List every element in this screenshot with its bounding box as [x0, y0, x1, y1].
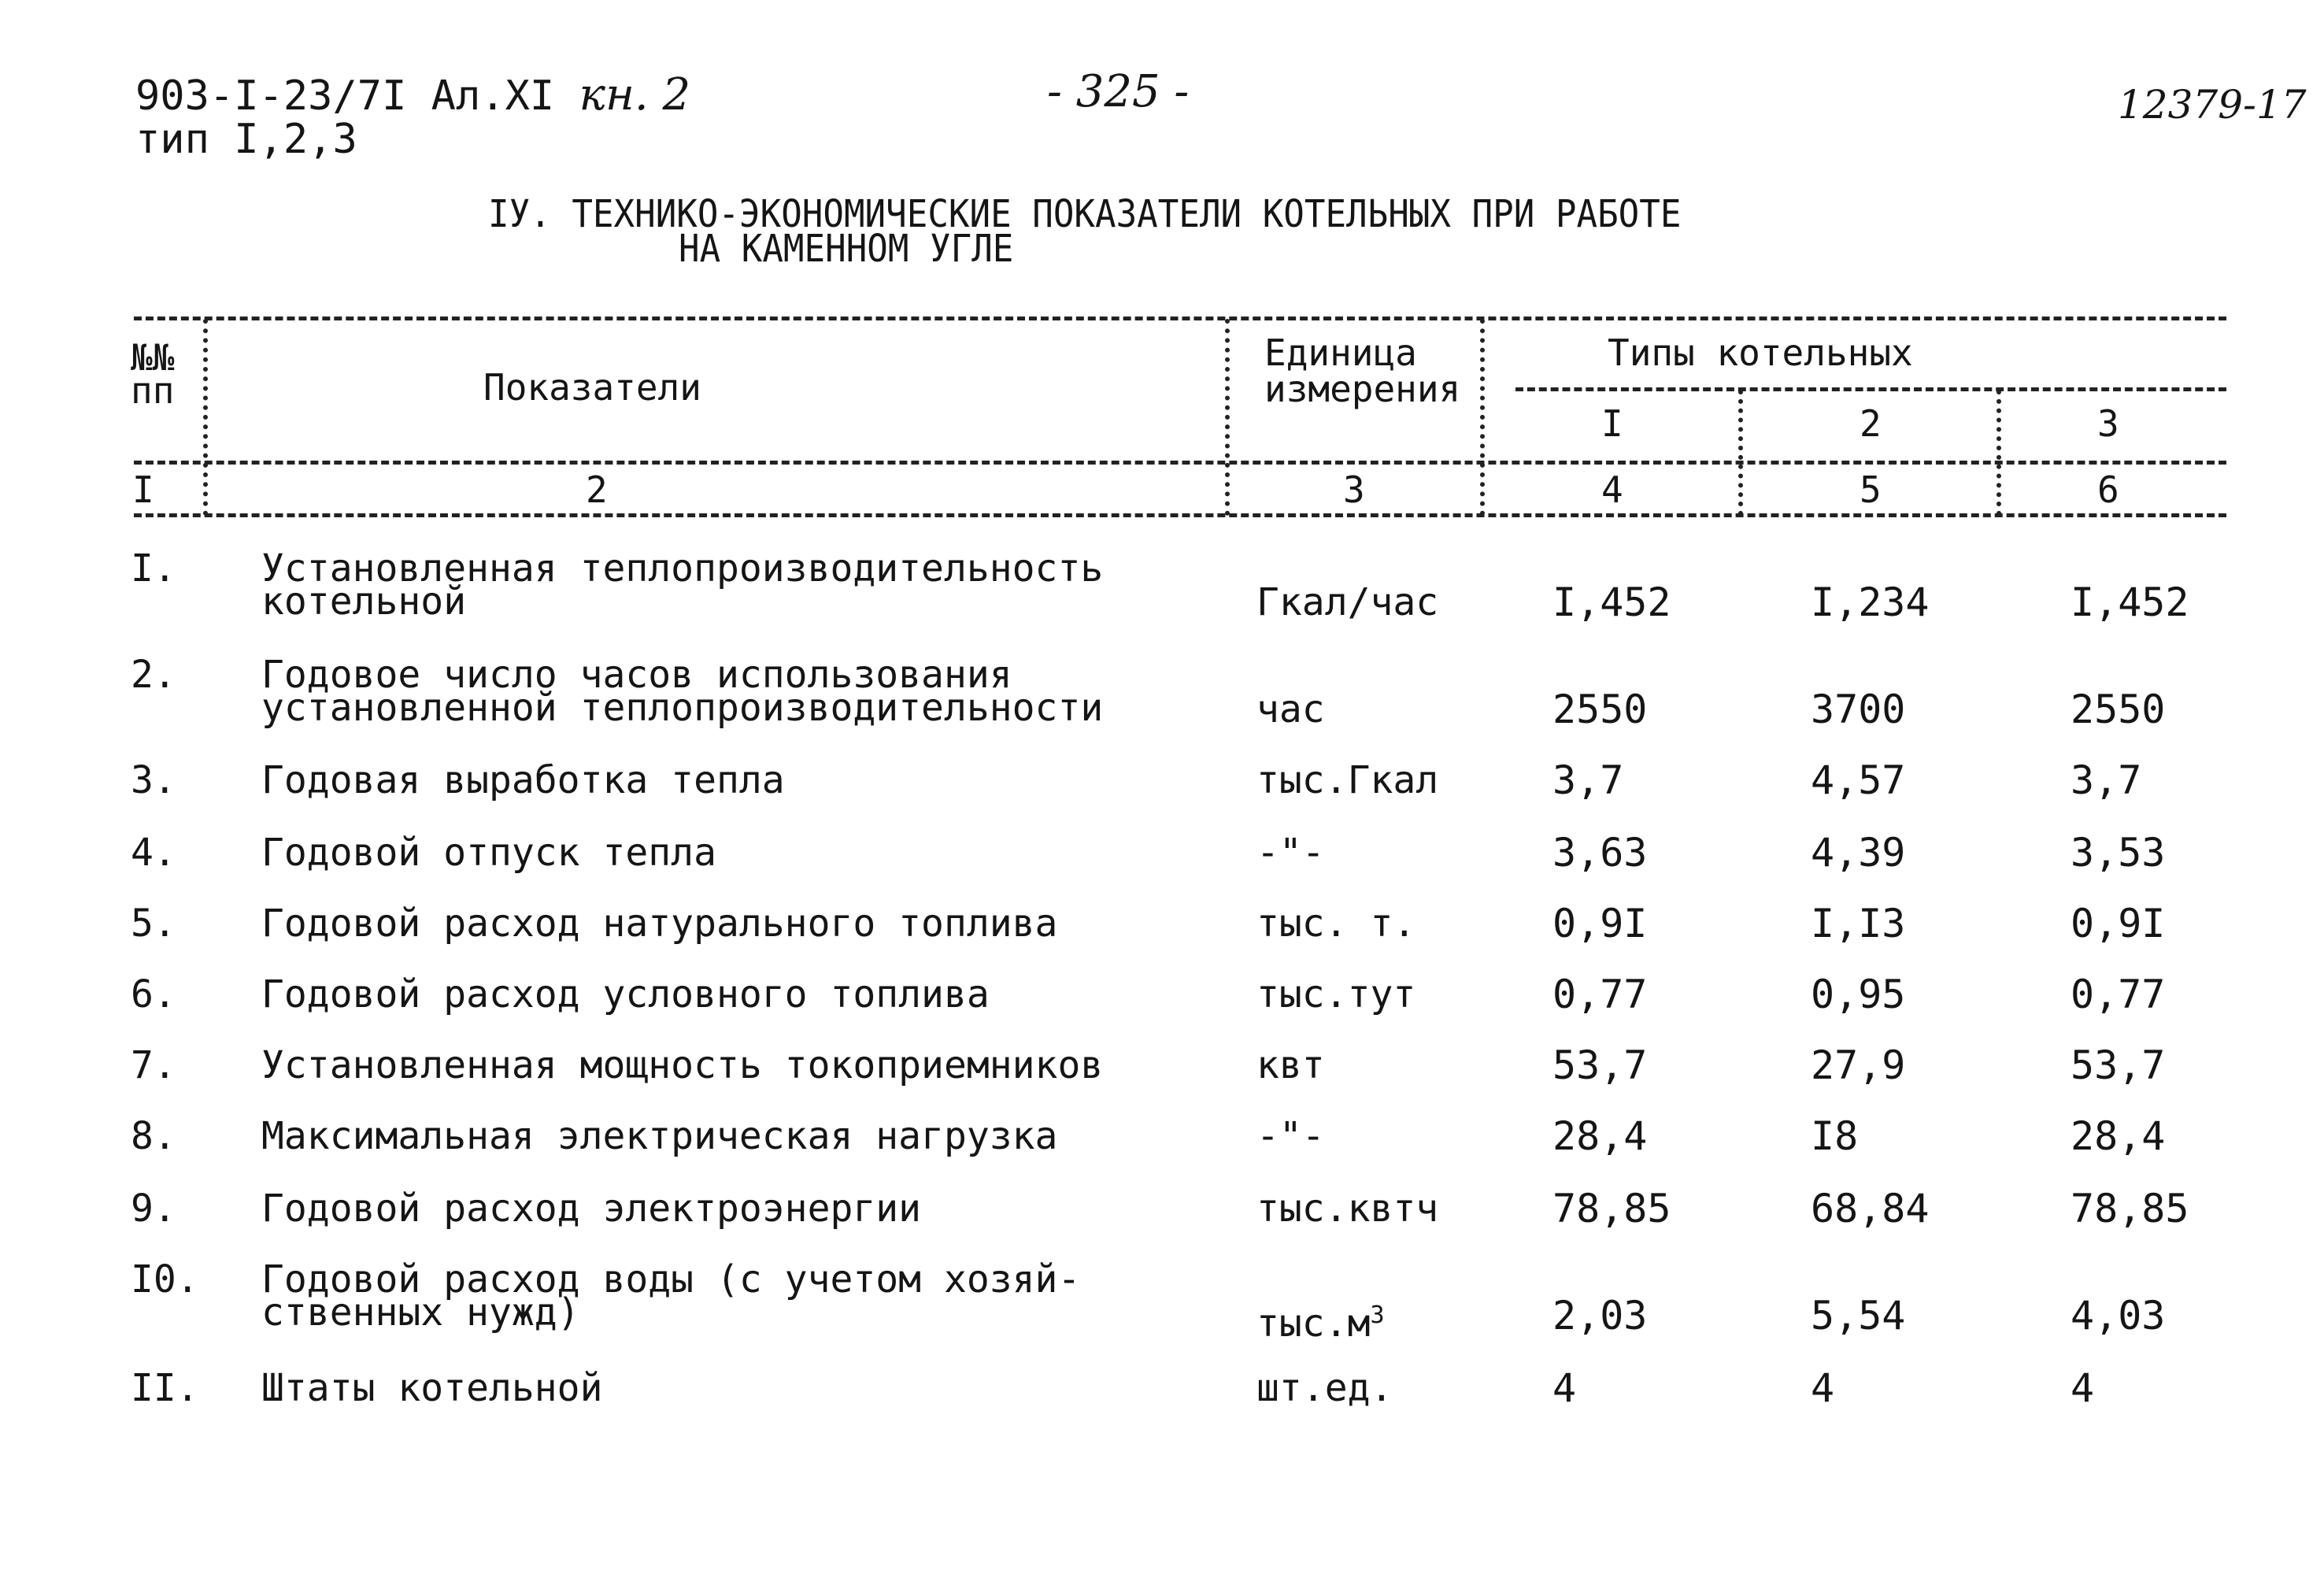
colnum-6: 6 [2097, 468, 2119, 511]
value-type-3: 4,03 [2071, 1293, 2166, 1338]
row-number: 5. [131, 902, 176, 946]
value-type-1: 0,77 [1552, 972, 1648, 1017]
doc-code: 903-I-23/7I Ал.XI [135, 72, 555, 120]
row-number: I. [131, 546, 176, 591]
row-number: 9. [131, 1187, 176, 1231]
colnum-1: I [132, 468, 154, 511]
value-type-3: 0,77 [2071, 972, 2166, 1017]
value-type-3: 53,7 [2071, 1042, 2166, 1088]
indicator-line-1: Годовой расход натурального топлива [261, 902, 1058, 946]
value-type-2: I,I3 [1811, 901, 1906, 946]
unit: квт [1256, 1043, 1325, 1087]
colnum-3: 3 [1343, 468, 1365, 511]
value-type-1: 2,03 [1552, 1293, 1648, 1338]
value-type-3: 3,53 [2071, 830, 2166, 876]
value-type-2: 68,84 [1811, 1186, 1930, 1231]
value-type-3: 3,7 [2071, 757, 2142, 803]
value-type-3: 2550 [2071, 687, 2166, 732]
indicator-line-1: Штаты котельной [261, 1366, 603, 1410]
unit: тыс.тут [1256, 972, 1416, 1016]
header-type-1: I [1601, 402, 1623, 445]
indicator-line-1: Установленная мощность токоприемников [261, 1043, 1104, 1087]
col-divider-1 [203, 319, 208, 516]
unit: тыс.квтч [1256, 1187, 1439, 1231]
unit: -"- [1256, 831, 1325, 875]
row-number: I0. [131, 1257, 199, 1301]
unit-superscript: 3 [1370, 1301, 1385, 1329]
unit: час [1256, 687, 1325, 731]
value-type-2: 5,54 [1811, 1293, 1906, 1338]
indicator-line-2: установленной теплопроизводительности [261, 686, 1104, 730]
header-boiler-types: Типы котельных [1608, 331, 1913, 374]
value-type-1: 53,7 [1552, 1042, 1648, 1088]
value-type-1: I,452 [1552, 579, 1671, 625]
types-rule [1515, 387, 2226, 391]
indicator-line-1: Годовая выработка тепла [261, 758, 785, 802]
col-divider-5 [1996, 390, 2001, 516]
row-number: 7. [131, 1043, 176, 1087]
document-code [135, 69, 691, 120]
value-type-3: 4 [2071, 1365, 2095, 1411]
value-type-3: 0,9I [2071, 901, 2166, 946]
header-type-3: 3 [2097, 402, 2119, 445]
col-divider-4 [1738, 390, 1743, 516]
table-title-line-2: НА КАМЕННОМ УГЛЕ [679, 227, 1014, 271]
row-number: 4. [131, 831, 176, 875]
type-line: тип I,2,3 [135, 116, 357, 163]
page-number: - 325 - [1047, 66, 1190, 117]
header-unit-1: Единица [1264, 331, 1417, 374]
value-type-2: 27,9 [1811, 1042, 1906, 1088]
indicator-line-1: Годовой расход электроэнергии [261, 1187, 922, 1231]
value-type-1: 28,4 [1552, 1113, 1648, 1159]
row-number: 8. [131, 1114, 176, 1158]
value-type-2: I8 [1811, 1113, 1859, 1159]
value-type-1: 0,9I [1552, 901, 1648, 946]
header-num-2: пп [131, 369, 175, 412]
unit: тыс. т. [1256, 902, 1416, 946]
value-type-2: 4,39 [1811, 830, 1906, 876]
unit-text: тыс.м [1256, 1301, 1371, 1346]
row-number: II. [131, 1366, 199, 1410]
indicator-line-1: Годовой расход условного топлива [261, 972, 990, 1016]
unit [1256, 1296, 1385, 1346]
header-unit-2: измерения [1264, 368, 1461, 410]
indicator-line-1: Годовое число часов использования [261, 653, 1012, 697]
colnum-5: 5 [1860, 468, 1882, 511]
value-type-1: 78,85 [1552, 1186, 1671, 1231]
value-type-2: I,234 [1811, 579, 1930, 625]
unit: Гкал/час [1256, 580, 1439, 624]
header-type-2: 2 [1860, 402, 1882, 445]
row-number: 3. [131, 758, 176, 802]
colnum-2: 2 [586, 468, 608, 511]
header-num-1: №№ [131, 336, 175, 379]
colnum-4: 4 [1601, 468, 1623, 511]
value-type-3: 78,85 [2071, 1186, 2189, 1231]
col-divider-3 [1480, 319, 1485, 516]
indicator-line-1: Установленная теплопроизводительность [261, 546, 1104, 591]
indicator-line-1: Максимальная электрическая нагрузка [261, 1114, 1058, 1158]
table-top-rule [134, 317, 2226, 320]
value-type-2: 4 [1811, 1365, 1835, 1411]
row-number: 6. [131, 972, 176, 1016]
table-title-line-1: IУ. ТЕХНИКО-ЭКОНОМИЧЕСКИЕ ПОКАЗАТЕЛИ КОТЕЛЬНЫХ ПРИ РАБОТЕ [488, 192, 1682, 236]
col-divider-2 [1225, 319, 1230, 516]
indicator-line-2: ственных нужд) [261, 1290, 580, 1335]
value-type-2: 3700 [1811, 687, 1906, 732]
sheet-id: 12379-17 [2118, 82, 2307, 128]
header-indicator: Показатели [483, 366, 701, 409]
unit: -"- [1256, 1114, 1325, 1158]
book-note: кн. 2 [579, 69, 691, 120]
indicator-line-2: котельной [261, 579, 467, 624]
value-type-1: 3,7 [1552, 757, 1624, 803]
value-type-1: 3,63 [1552, 830, 1648, 876]
value-type-1: 4 [1552, 1365, 1577, 1411]
indicator-line-1: Годовой расход воды (с учетом хозяй- [261, 1257, 1081, 1301]
unit: шт.ед. [1256, 1366, 1393, 1410]
value-type-2: 0,95 [1811, 972, 1906, 1017]
colnum-bottom-rule [134, 513, 2226, 517]
value-type-3: 28,4 [2071, 1113, 2166, 1159]
row-number: 2. [131, 653, 176, 697]
indicator-line-1: Годовой отпуск тепла [261, 831, 716, 875]
value-type-2: 4,57 [1811, 757, 1906, 803]
header-bottom-rule [134, 461, 2226, 465]
unit: тыс.Гкал [1256, 758, 1439, 802]
value-type-3: I,452 [2071, 579, 2189, 625]
value-type-1: 2550 [1552, 687, 1648, 732]
